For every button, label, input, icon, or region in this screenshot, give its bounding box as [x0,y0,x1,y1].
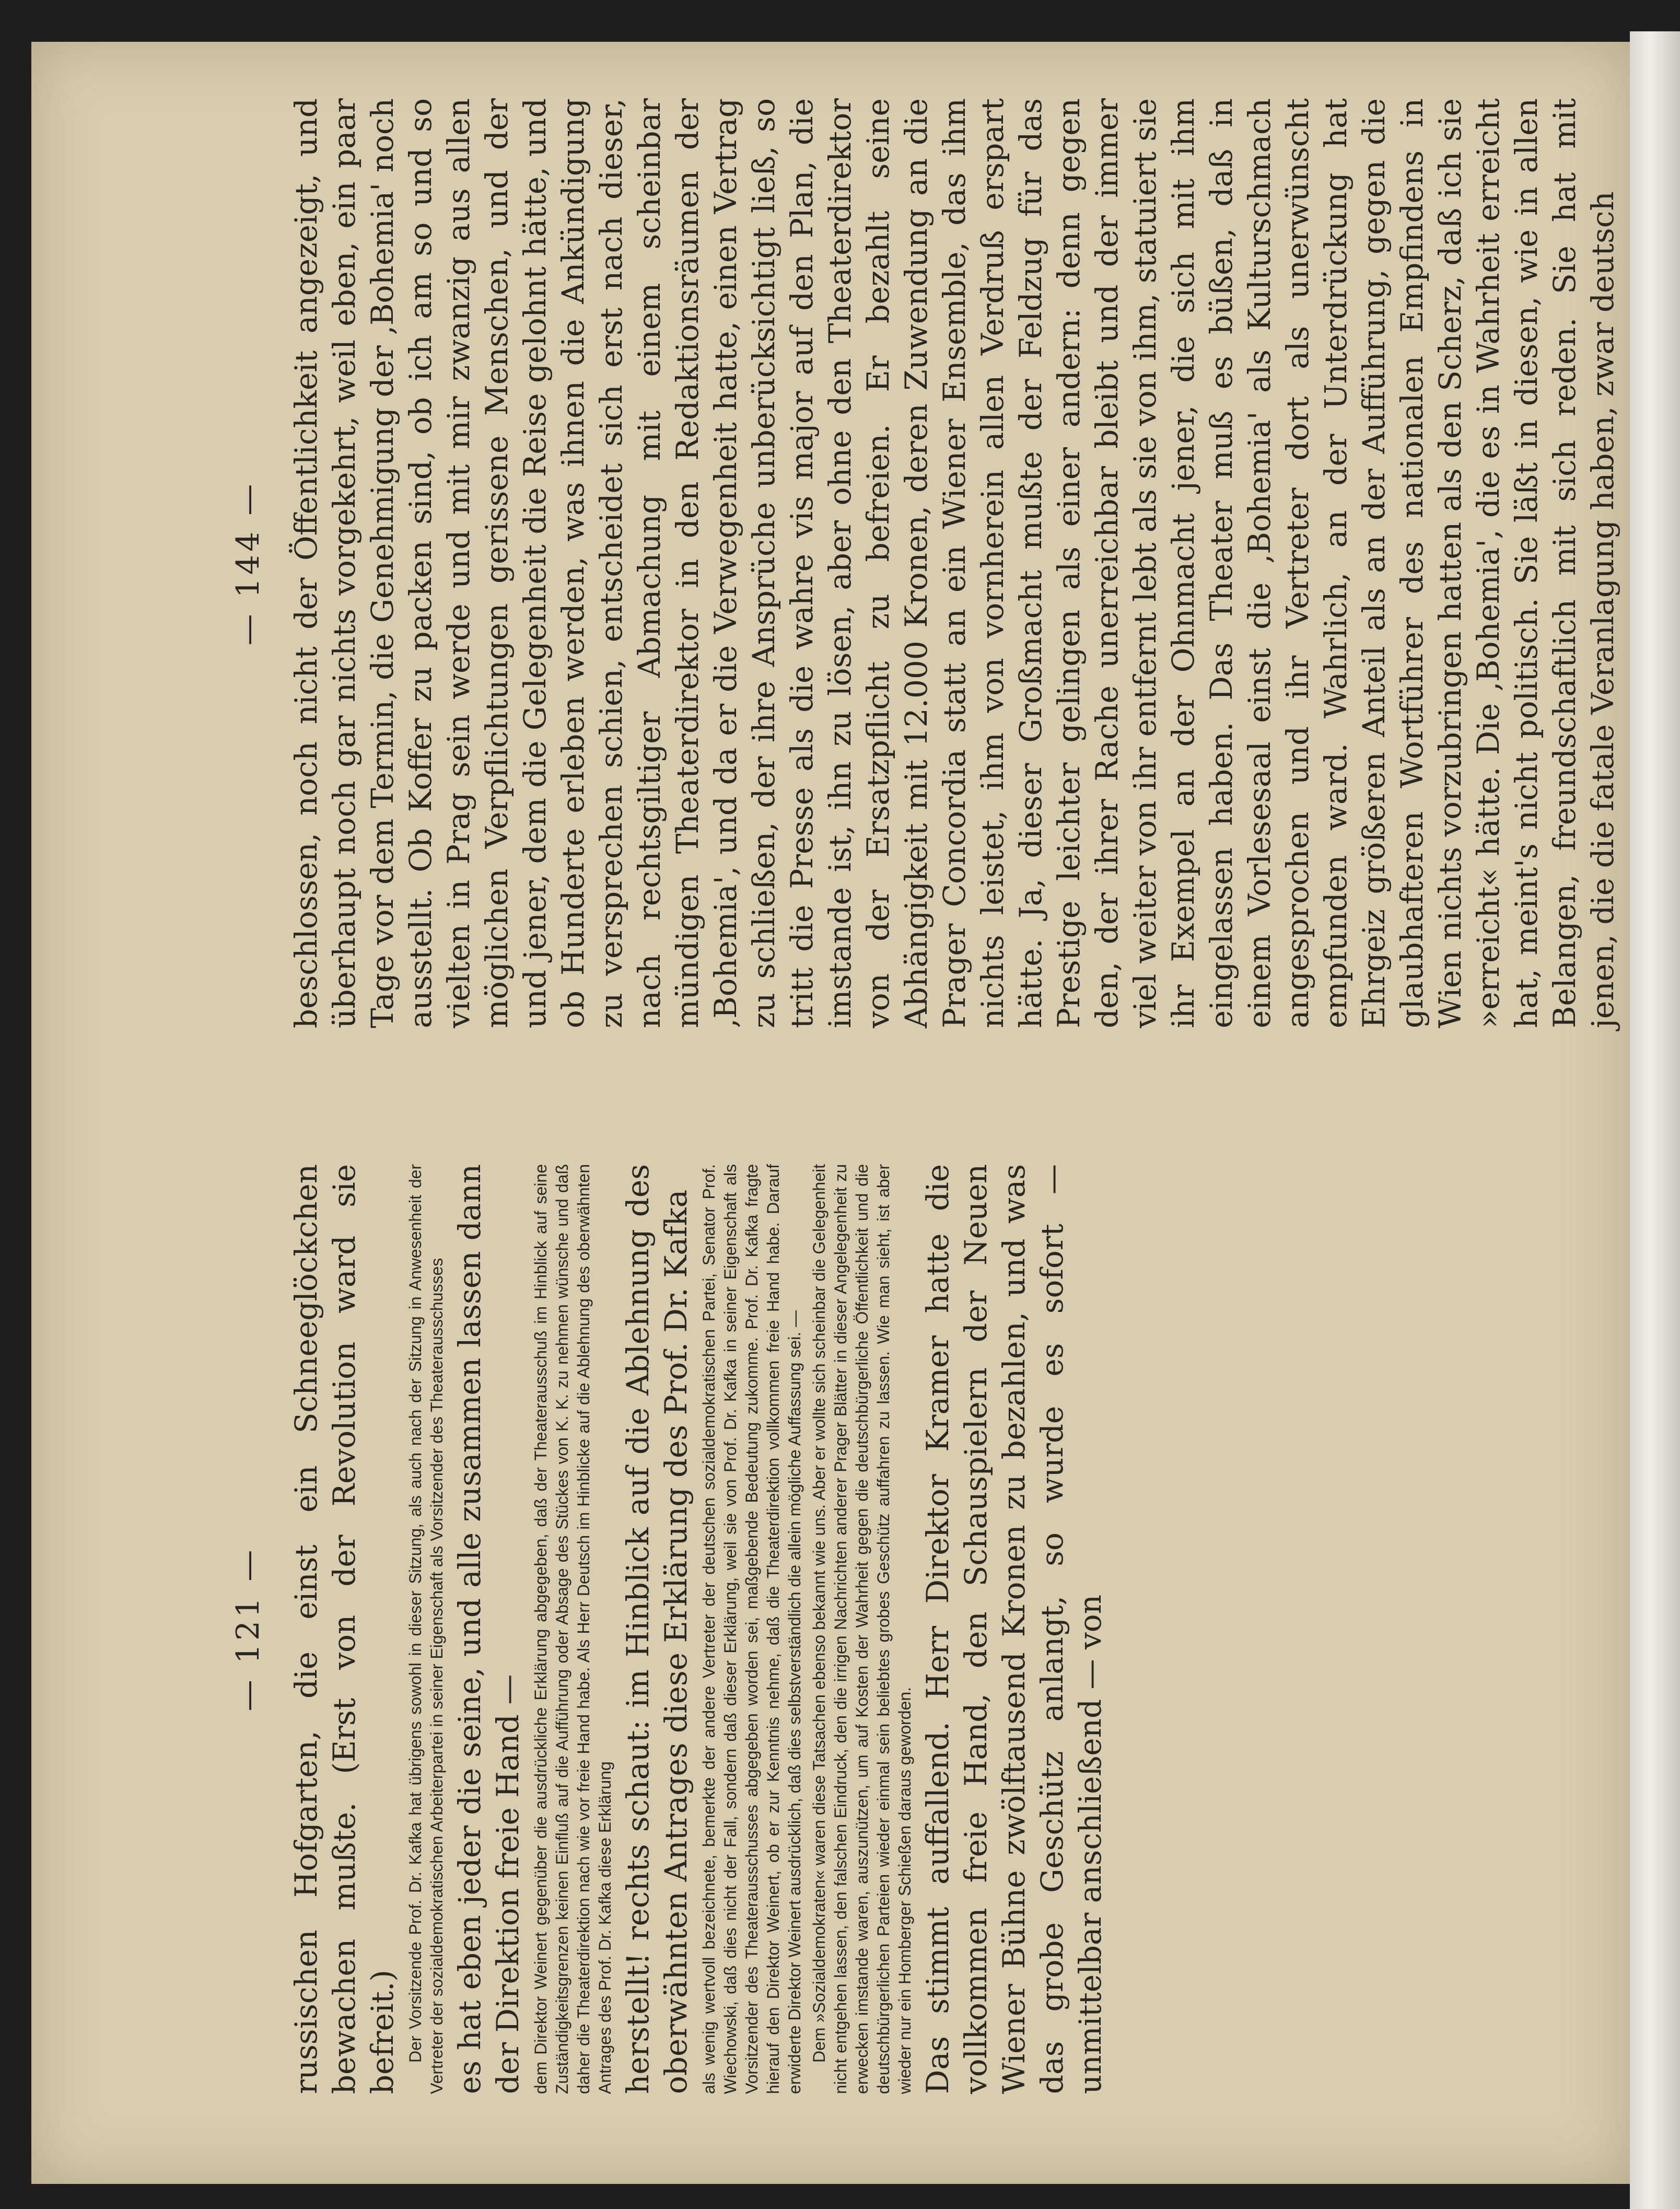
page-number-121: — 121 — [230,1547,266,1712]
paragraph-3: herstellt! rechts schaut: im Hinblick auf die Ablehnung des oberwähnten Antrages diese Erklärung des Prof. Dr. Kafka [620,1164,694,2094]
quote-4: Dem »Sozialdemokraten« waren diese Tatsachen ebenso bekannt wie uns. Aber er wollte sich scheinbar die Gelegenheit nicht entgehen lassen, den falschen Eindruck, den die irrigen Nachrichten anderer Prager Blätter in dieser Angelegenheit zu erwecken imstande waren, auszunützen, um auf Kosten der Wahrheit gegen die deutschbürgerliche Öffentlichkeit und die deutschbürgerlichen Parteien wieder einmal sein beliebtes grobes Geschütz auffahren zu lassen. Wie man sieht, ist aber wieder nur ein Homberger Schießen daraus geworden. [810,1164,914,2094]
quote-2: dem Direktor Weinert gegenüber die ausdrückliche Erklärung abgegeben, daß der Theaterausschuß im Hinblick auf seine Zuständigkeitsgrenzen keinen Einfluß auf die Aufführung oder Absage des Stückes von K. K. zu nehmen wünsche und daß daher die Theaterdirektion nach wie vor freie Hand habe. Als Herr Deutsch im Hinblicke auf die Ablehnung des oberwähnten Antrages des Prof. Dr. Kafka diese Erklärung [531,1164,614,2094]
paragraph-1: russischen Hofgarten, die einst ein Schneeglöckchen bewachen mußte. (Erst von der Revolution ward sie befreit.) [288,1164,400,2094]
left-page [219,98,1620,1028]
right-page [219,1164,1551,2094]
paragraph-2: es hat eben jeder die seine, und alle zusammen lassen dann der Direktion freie Hand — [452,1164,526,2094]
left-page-text: beschlossen, noch nicht der Öffentlichkeit angezeigt, und überhaupt noch gar nichts vorgekehrt, weil eben, ein paar Tage vor dem Termin, die Genehmigung der ‚Bohemia' noch ausstellt. Ob Koffer zu packen sind, ob ich am so und so vielten in Prag sein werde und mit mir zwanzig aus allen möglichen Verpflichtungen gerissene Menschen, und der und jener, dem die Gelegenheit die Reise gelohnt hätte, und ob Hunderte erleben werden, was ihnen die Ankündigung zu versprechen schien, entscheidet sich erst nach dieser, nach rechtsgiltiger Abmachung mit einem scheinbar mündigen Theaterdirektor in den Redaktionsräumen der ‚Bohemia', und da er die Verwegenheit hatte, einen Vertrag zu schließen, der ihre Ansprüche unberücksichtigt ließ, so tritt die Presse als die wahre vis major auf den Plan, die imstande ist, ihn zu lösen, aber ohne den Theaterdirektor von der Ersatzpflicht zu befreien. Er bezahlt seine Abhängigkeit mit 12.000 Kronen, deren Zuwendung an die Prager Concordia statt an ein Wiener Ensemble, das ihm nichts leistet, ihm von vornherein allen Verdruß erspart hätte. Ja, dieser Großmacht mußte der Feldzug für das Prestige leichter gelingen als einer andern: denn gegen den, der ihrer Rache unerreichbar bleibt und der immer viel weiter von ihr entfernt lebt als sie von ihm, statuiert sie ihr Exempel an der Ohnmacht jener, die sich mit ihm eingelassen haben. Das Theater muß es büßen, daß in einem Vorlesesaal einst die ‚Bohemia' als Kulturschmach angesprochen und ihr Vertreter dort als unerwünscht empfunden ward. Wahrlich, an der Unterdrückung hat Ehrgeiz größeren Anteil als an der Aufführung, gegen die glaubhafteren Wortführer des nationalen Empfindens in Wien nichts vorzubringen hatten als den Scherz, daß ich sie »erreicht« hätte. Die ‚Bohemia', die es in Wahrheit erreicht hat, meint's nicht politisch. Sie läßt in diesen, wie in allen Belangen, freundschaftlich mit sich reden. Sie hat mit jenen, die die fatale Veranlagung haben, zwar deutsch [288,98,1620,1028]
paragraph-4: Das stimmt auffallend. Herr Direktor Kramer hatte die vollkommen freie Hand, den Schauspielern der Neuen Wiener Bühne zwölftausend Kronen zu bezahlen, und was das grobe Geschütz anlangt, so wurde es sofort — unmittelbar anschließend — von [920,1164,1108,2094]
quote-3: als wenig wertvoll bezeichnete, bemerkte der andere Vertreter der deutschen sozialdemokratischen Partei, Senator Prof. Wiechowski, daß dies nicht der Fall, sondern daß dieser Erklärung, weil sie von Prof. Dr. Kafka in seiner Eigenschaft als Vorsitzender des Theaterausschusses abgegeben worden sei, maßgebende Bedeutung zukomme. Prof. Dr. Kafka fragte hierauf den Direktor Weinert, ob er zur Kenntnis nehme, daß die Theaterdirektion vollkommen freie Hand habe. Darauf erwiderte Direktor Weinert ausdrücklich, daß dies selbstverständlich die allein mögliche Auffassung sei. — [699,1164,804,2094]
quote-1: Der Vorsitzende Prof. Dr. Kafka hat übrigens sowohl in dieser Sitzung, als auch nach der Sitzung in Anwesenheit der Vertreter der sozialdemokratischen Arbeiterpartei in seiner Eigenschaft als Vorsitzender des Theaterausschusses [406,1164,446,2094]
page-number-144: — 144 — [230,481,266,646]
